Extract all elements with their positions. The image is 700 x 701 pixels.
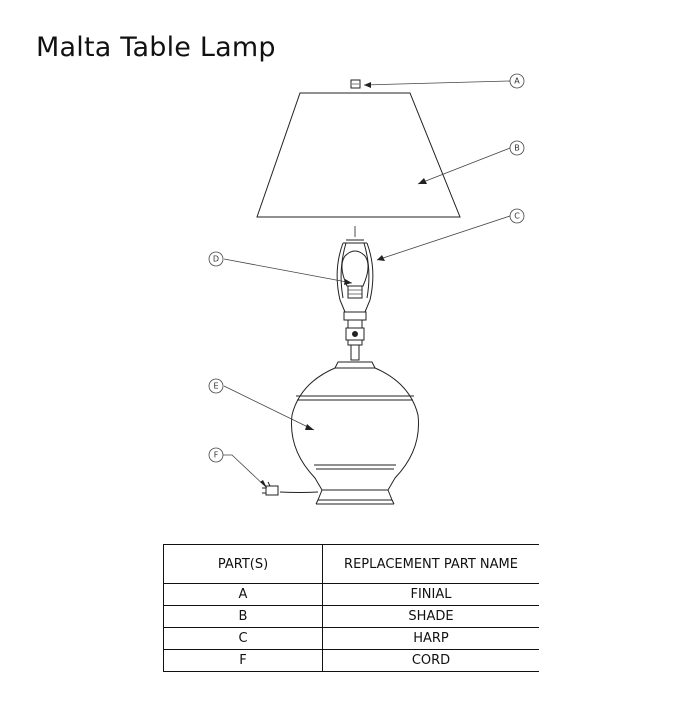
table-row xyxy=(164,606,540,628)
part-name-cell: SHADE xyxy=(323,606,540,628)
page-title: Malta Table Lamp xyxy=(36,32,276,63)
part-cell: B xyxy=(164,606,323,628)
replacement-parts-table xyxy=(163,544,539,672)
shade-part xyxy=(257,93,460,217)
table-header-row xyxy=(164,545,540,584)
callout-label-f: F xyxy=(213,450,219,460)
header-parts: PART(S) xyxy=(164,545,323,584)
socket-neck xyxy=(335,312,375,368)
part-cell: F xyxy=(164,650,323,672)
part-name-cell: FINIAL xyxy=(323,584,540,606)
part-cell: A xyxy=(164,584,323,606)
base-body xyxy=(291,368,418,504)
finial-part xyxy=(351,80,360,88)
callout-label-e: E xyxy=(213,381,219,391)
table-row xyxy=(164,628,540,650)
part-name-cell: CORD xyxy=(323,650,540,672)
part-cell: C xyxy=(164,628,323,650)
callout-label-d: D xyxy=(212,254,220,264)
callout-label-b: B xyxy=(514,143,520,153)
bulb-part xyxy=(342,251,368,298)
table-row xyxy=(164,650,540,672)
header-replacement-part-name: REPLACEMENT PART NAME xyxy=(323,545,540,584)
callout-label-c: C xyxy=(514,211,520,221)
callout-label-a: A xyxy=(514,76,520,86)
cord-part xyxy=(262,482,318,495)
part-name-cell: HARP xyxy=(323,628,540,650)
table-row xyxy=(164,584,540,606)
